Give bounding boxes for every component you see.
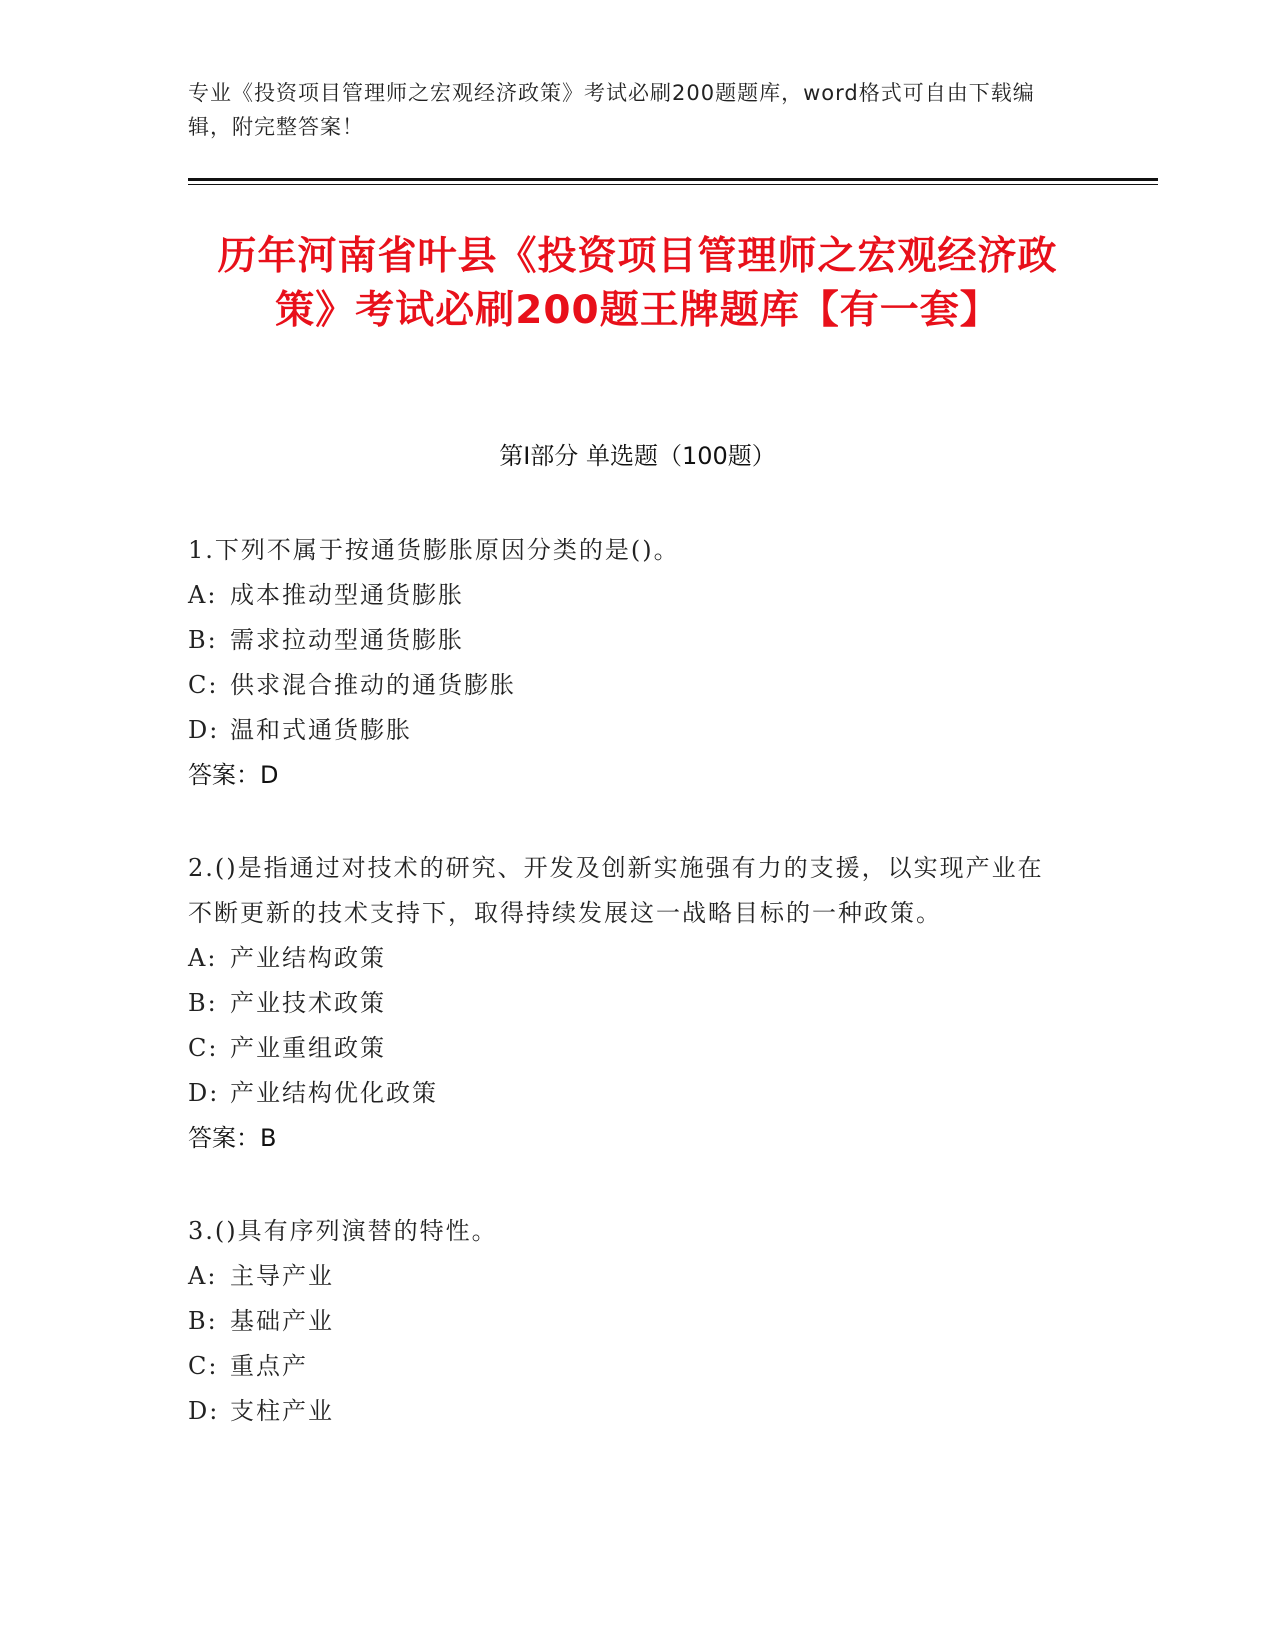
- question-option: [188, 1254, 1068, 1299]
- question-list: [188, 528, 1068, 1482]
- question-item: [188, 1209, 1068, 1434]
- question-option: [188, 618, 1068, 663]
- option-text: 供求混合推动的通货膨胀: [230, 671, 516, 699]
- option-letter: C:: [188, 671, 219, 699]
- option-text: 产业结构政策: [230, 944, 386, 972]
- document-title: 历年河南省叶县《投资项目管理师之宏观经济政策》考试必刷200题王牌题库【有一套】: [217, 234, 1058, 333]
- option-letter: B:: [188, 989, 218, 1017]
- question-item: [188, 846, 1068, 1161]
- option-text: 基础产业: [230, 1307, 334, 1335]
- option-text: 主导产业: [230, 1262, 334, 1290]
- header-rule-thin: [188, 184, 1158, 185]
- question-option: [188, 936, 1068, 981]
- option-letter: A:: [188, 944, 218, 972]
- option-letter: A:: [188, 1262, 218, 1290]
- question-answer: 答案：D: [188, 761, 279, 789]
- question-option: [188, 573, 1068, 618]
- question-option: [188, 981, 1068, 1026]
- option-text: 重点产: [230, 1352, 308, 1380]
- section-title: 第Ⅰ部分 单选题（100题）: [499, 442, 776, 470]
- question-stem: 2.()是指通过对技术的研究、开发及创新实施强有力的支援，以实现产业在不断更新的技术支持下，取得持续发展这一战略目标的一种政策。: [188, 854, 1044, 927]
- question-option: [188, 663, 1068, 708]
- option-letter: D:: [188, 716, 220, 744]
- option-text: 成本推动型通货膨胀: [230, 581, 464, 609]
- question-stem: 3.()具有序列演替的特性。: [188, 1217, 498, 1245]
- question-option: [188, 1026, 1068, 1071]
- option-letter: D:: [188, 1079, 220, 1107]
- option-letter: A:: [188, 581, 218, 609]
- question-option: [188, 1389, 1068, 1434]
- question-option: [188, 1344, 1068, 1389]
- header-note: 专业《投资项目管理师之宏观经济政策》考试必刷200题题库，word格式可自由下载编辑，附完整答案！: [188, 81, 1035, 139]
- question-option: [188, 1071, 1068, 1116]
- question-option: [188, 1299, 1068, 1344]
- option-text: 温和式通货膨胀: [230, 716, 412, 744]
- option-text: 支柱产业: [230, 1397, 334, 1425]
- question-option: [188, 708, 1068, 753]
- option-text: 需求拉动型通货膨胀: [230, 626, 464, 654]
- question-answer: 答案：B: [188, 1124, 277, 1152]
- option-letter: C:: [188, 1034, 219, 1062]
- option-letter: C:: [188, 1352, 219, 1380]
- option-letter: B:: [188, 1307, 218, 1335]
- option-text: 产业结构优化政策: [230, 1079, 438, 1107]
- header-rule-thick: [188, 178, 1158, 181]
- option-letter: B:: [188, 626, 218, 654]
- option-text: 产业技术政策: [230, 989, 386, 1017]
- option-text: 产业重组政策: [230, 1034, 386, 1062]
- question-stem: 1.下列不属于按通货膨胀原因分类的是()。: [188, 536, 680, 564]
- option-letter: D:: [188, 1397, 220, 1425]
- question-item: [188, 528, 1068, 798]
